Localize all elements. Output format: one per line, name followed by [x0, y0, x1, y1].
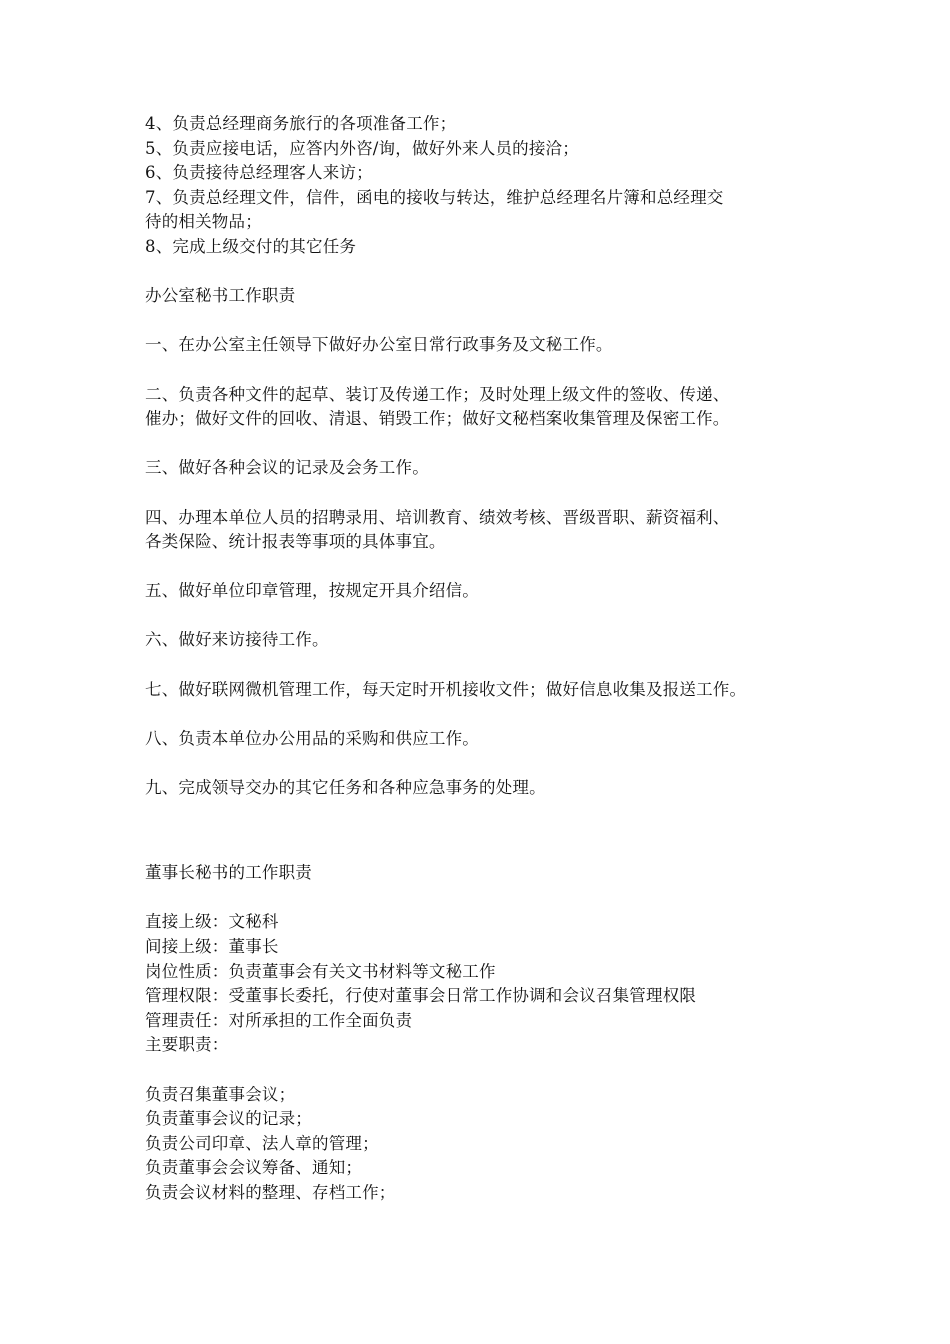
- list-item: 负责董事会会议筹备、通知；: [145, 1158, 363, 1178]
- office-secretary-section: [145, 284, 825, 800]
- info-line: 管理权限：受董事长委托，行使对董事会日常工作协调和会议召集管理权限: [145, 986, 697, 1006]
- list-item: 负责董事会议的记录；: [145, 1109, 312, 1129]
- spacer: [145, 751, 825, 776]
- list-item: 负责会议材料的整理、存档工作；: [145, 1182, 396, 1202]
- spacer: [145, 886, 825, 911]
- info-line: 间接上级：董事长: [145, 937, 279, 956]
- spacer: [145, 702, 825, 727]
- info-line: 直接上级：文秘科: [145, 912, 279, 932]
- list-item: 6、负责接待总经理客人来访；: [145, 163, 373, 183]
- duty-paragraph: 一、在办公室主任领导下做好办公室日常行政事务及文秘工作。: [145, 335, 613, 355]
- spacer: [145, 653, 825, 678]
- list-item: 4、负责总经理商务旅行的各项准备工作；: [145, 114, 457, 133]
- spacer: [145, 432, 825, 457]
- duty-paragraph: 五、做好单位印章管理，按规定开具介绍信。: [145, 581, 479, 601]
- spacer: [145, 1058, 825, 1083]
- info-line: 岗位性质：负责董事会有关文书材料等文秘工作: [145, 961, 496, 981]
- list-item: 7、负责总经理文件，信件，函电的接收与转达，维护总经理名片簿和总经理交: [145, 187, 724, 207]
- duty-paragraph: 三、做好各种会议的记录及会务工作。: [145, 458, 429, 478]
- top-list: [145, 112, 825, 260]
- info-line: 管理责任：对所承担的工作全面负责: [145, 1010, 413, 1030]
- duty-paragraph: 九、完成领导交办的其它任务和各种应急事务的处理。: [145, 778, 546, 798]
- spacer: [145, 555, 825, 580]
- list-item: 负责召集董事会议；: [145, 1084, 296, 1104]
- section-title: 董事长秘书的工作职责: [145, 863, 312, 883]
- list-item: 8、完成上级交付的其它任务: [145, 236, 357, 256]
- duty-paragraph: 七、做好联网微机管理工作，每天定时开机接收文件；做好信息收集及报送工作。: [145, 679, 747, 699]
- duty-paragraph: 六、做好来访接待工作。: [145, 630, 329, 650]
- list-item-continuation: 待的相关物品；: [145, 212, 262, 232]
- section-title: 办公室秘书工作职责: [145, 286, 296, 306]
- chairman-secretary-section: [145, 861, 825, 1205]
- duty-paragraph: 二、负责各种文件的起草、装订及传递工作；及时处理上级文件的签收、传递、: [145, 384, 730, 404]
- duty-paragraph: 四、办理本单位人员的招聘录用、培训教育、绩效考核、晋级晋职、薪资福利、: [145, 507, 730, 527]
- spacer: [145, 837, 825, 862]
- spacer: [145, 309, 825, 334]
- duty-paragraph-continuation: 催办；做好文件的回收、清退、销毁工作；做好文秘档案收集管理及保密工作。: [145, 409, 730, 429]
- spacer: [145, 801, 825, 837]
- document-body: [145, 112, 825, 1206]
- info-line: 主要职责：: [145, 1035, 229, 1055]
- duty-paragraph-continuation: 各类保险、统计报表等事项的具体事宜。: [145, 532, 446, 552]
- spacer: [145, 358, 825, 383]
- duty-paragraph: 八、负责本单位办公用品的采购和供应工作。: [145, 728, 479, 748]
- spacer: [145, 481, 825, 506]
- list-item: 5、负责应接电话，应答内外咨/询，做好外来人员的接洽；: [145, 138, 579, 158]
- spacer: [145, 260, 825, 285]
- list-item: 负责公司印章、法人章的管理；: [145, 1133, 379, 1153]
- spacer: [145, 604, 825, 629]
